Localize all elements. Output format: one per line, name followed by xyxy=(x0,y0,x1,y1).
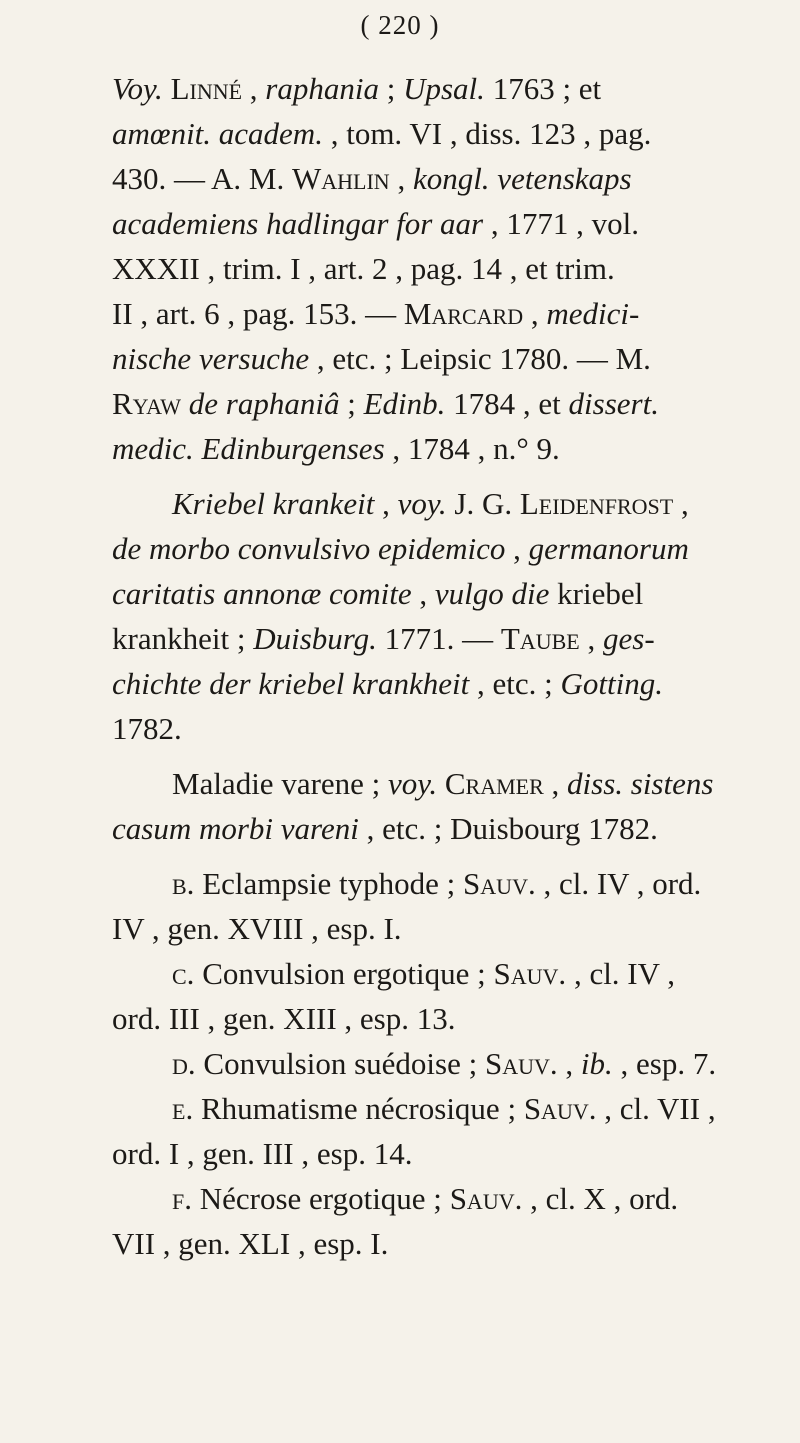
line: medic. Edinburgenses , 1784 , n.° 9. xyxy=(112,431,560,466)
line: caritatis annonæ comite , vulgo die kriebel xyxy=(112,576,644,611)
line: VII , gen. XLI , esp. I. xyxy=(112,1226,389,1261)
line: ord. I , gen. III , esp. 14. xyxy=(112,1136,413,1171)
list-item-b: b. Eclampsie typhode ; Sauv. , cl. IV , ord. xyxy=(172,866,702,901)
line: casum morbi vareni , etc. ; Duisbourg 1782. xyxy=(112,811,658,846)
line: chichte der kriebel krankheit , etc. ; Gotting. xyxy=(112,666,663,701)
list-item-e: e. Rhumatisme nécrosique ; Sauv. , cl. VII , xyxy=(172,1091,716,1126)
list-item-c: c. Convulsion ergotique ; Sauv. , cl. IV , xyxy=(172,956,675,991)
page-number: ( 220 ) xyxy=(360,10,440,40)
line: nische versuche , etc. ; Leipsic 1780. — M. xyxy=(112,341,651,376)
line: krankheit ; Duisburg. 1771. — Taube , ges- xyxy=(112,621,655,656)
paragraph-maladie-varene xyxy=(112,761,752,851)
line: ord. III , gen. XIII , esp. 13. xyxy=(112,1001,456,1036)
line: amœnit. academ. , tom. VI , diss. 123 , pag. xyxy=(112,116,652,151)
text-block xyxy=(112,66,752,1266)
line: IV , gen. XVIII , esp. I. xyxy=(112,911,402,946)
line: XXXII , trim. I , art. 2 , pag. 14 , et trim. xyxy=(112,251,615,286)
line: de morbo convulsivo epidemico , germanorum xyxy=(112,531,689,566)
list-item-d: d. Convulsion suédoise ; Sauv. , ib. , esp. 7. xyxy=(172,1046,717,1081)
line: 430. — A. M. Wahlin , kongl. vetenskaps xyxy=(112,161,632,196)
line: Maladie varene ; voy. Cramer , diss. sistens xyxy=(172,766,714,801)
line: Kriebel krankeit , voy. J. G. Leidenfrost , xyxy=(172,486,689,521)
line: II , art. 6 , pag. 153. — Marcard , medici- xyxy=(112,296,640,331)
line: Voy. Linné , raphania ; Upsal. 1763 ; et xyxy=(112,71,602,106)
paragraph-lettered-list xyxy=(112,861,752,1266)
line: 1782. xyxy=(112,711,182,746)
line: Ryaw de raphaniâ ; Edinb. 1784 , et dissert. xyxy=(112,386,659,421)
list-item-f: f. Nécrose ergotique ; Sauv. , cl. X , ord. xyxy=(172,1181,679,1216)
line: academiens hadlingar for aar , 1771 , vol. xyxy=(112,206,639,241)
paragraph-kriebel xyxy=(112,481,752,751)
paragraph-raphania xyxy=(112,66,752,471)
